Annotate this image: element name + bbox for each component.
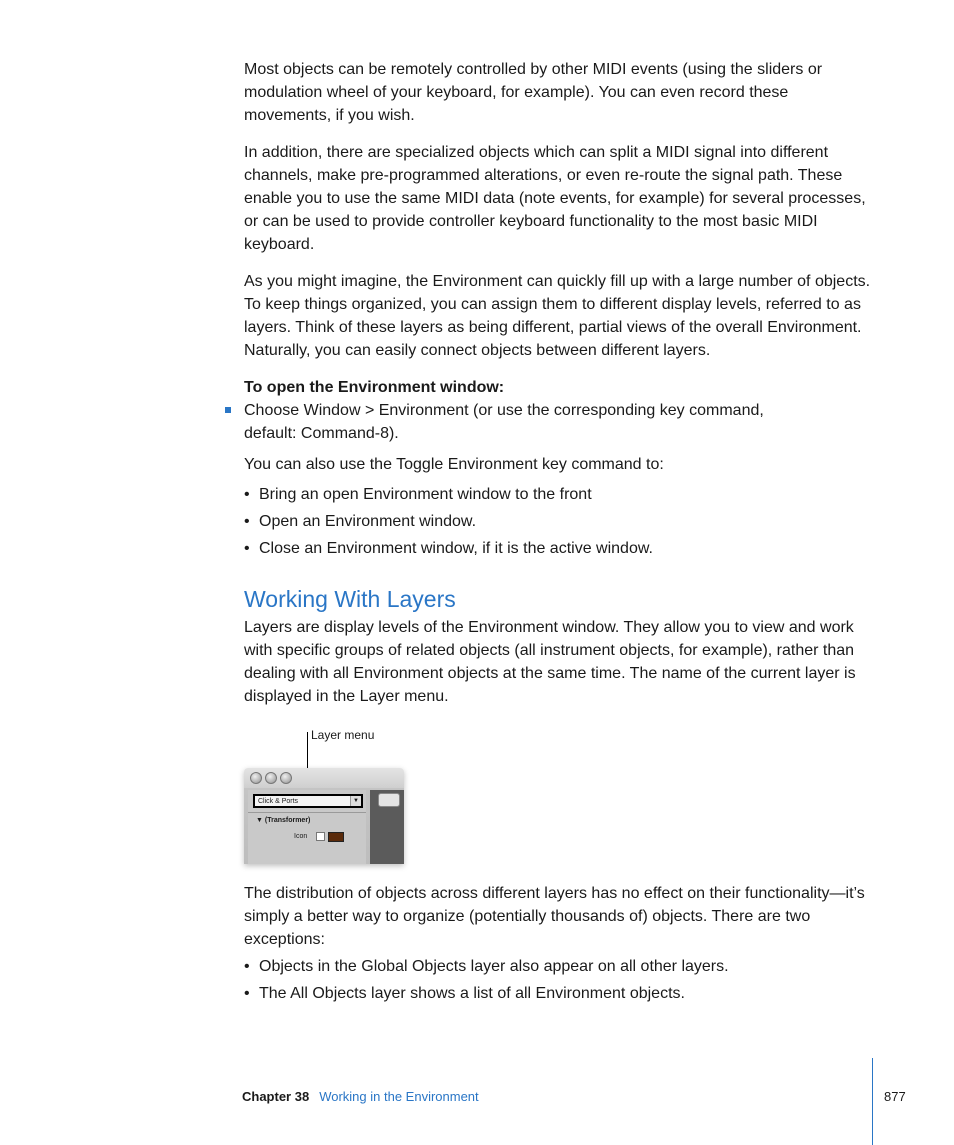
chapter-title: Working in the Environment [319, 1089, 479, 1104]
body-paragraph: In addition, there are specialized objects which can split a MIDI signal into different channels, make pre-programmed alterations, or even re-route the signal path. These enable you to use the same MIDI data (note events, for example) for several processes, or can be used to provide controller keyboard functionality to the most basic MIDI keyboard. [244, 144, 866, 253]
layer-menu-value: Click & Ports [258, 798, 299, 805]
minimize-icon[interactable] [265, 772, 277, 784]
toggle-bullet-list [244, 483, 874, 560]
body-paragraph: The distribution of objects across different layers has no effect on their functionality—it’s simply a better way to organize (potentially thousands of) objects. There are two exceptions: [244, 885, 865, 948]
icon-checkbox[interactable] [316, 832, 325, 841]
list-item: • Objects in the Global Objects layer also appear on all other layers. [244, 955, 874, 978]
exceptions-bullet-list [244, 955, 874, 1005]
object-icon[interactable] [328, 832, 344, 842]
procedure-step-text: Choose Window > Environment (or use the corresponding key command, default: Command-8). [244, 402, 764, 442]
section-intro: Layers are display levels of the Environment window. They allow you to view and work with specific groups of related objects (all instrument objects, for example), rather than dealing with all Environment objects at the same time. The name of the current layer is displayed in the Layer menu. [244, 619, 856, 705]
link-button[interactable] [378, 793, 400, 807]
zoom-icon[interactable] [280, 772, 292, 784]
icon-label: Icon [294, 833, 308, 840]
procedure-title: To open the Environment window: [244, 379, 505, 396]
footer-divider [872, 1058, 873, 1145]
divider [248, 812, 366, 813]
procedure-step [244, 399, 874, 445]
list-item: • Bring an open Environment window to the front [244, 483, 874, 506]
body-paragraph: Most objects can be remotely controlled by other MIDI events (using the sliders or modulation wheel of your keyboard, for example). You can even record these movements, if you wish. [244, 61, 823, 124]
page-number: 877 [884, 1089, 906, 1104]
chapter-number: Chapter 38 [242, 1089, 310, 1104]
procedure-followup: You can also use the Toggle Environment key command to: [244, 456, 664, 473]
layer-menu[interactable] [253, 794, 363, 808]
list-item: • Close an Environment window, if it is the active window. [244, 537, 874, 560]
object-disclosure[interactable]: ▼ (Transformer) [256, 817, 311, 824]
page-content [244, 58, 874, 1009]
square-bullet-icon [225, 407, 231, 413]
layer-menu-figure [244, 712, 874, 882]
list-item: • Open an Environment window. [244, 510, 874, 533]
environment-window-screenshot [244, 768, 404, 864]
callout-label: Layer menu [311, 728, 375, 742]
transformer-label: (Transformer) [264, 817, 311, 824]
list-item: • The All Objects layer shows a list of all Environment objects. [244, 982, 874, 1005]
body-paragraph: As you might imagine, the Environment can quickly fill up with a large number of objects. To keep things organized, you can assign them to different display levels, referred to as layers. Think of these layers as being different, partial views of the overall Environment. Naturally, you can easily connect objects between different layers. [244, 273, 871, 359]
inspector-panel [248, 790, 366, 864]
chevron-down-icon: ▼ [350, 796, 361, 806]
page-footer [242, 1089, 479, 1105]
section-heading: Working With Layers [244, 586, 456, 612]
close-icon[interactable] [250, 772, 262, 784]
